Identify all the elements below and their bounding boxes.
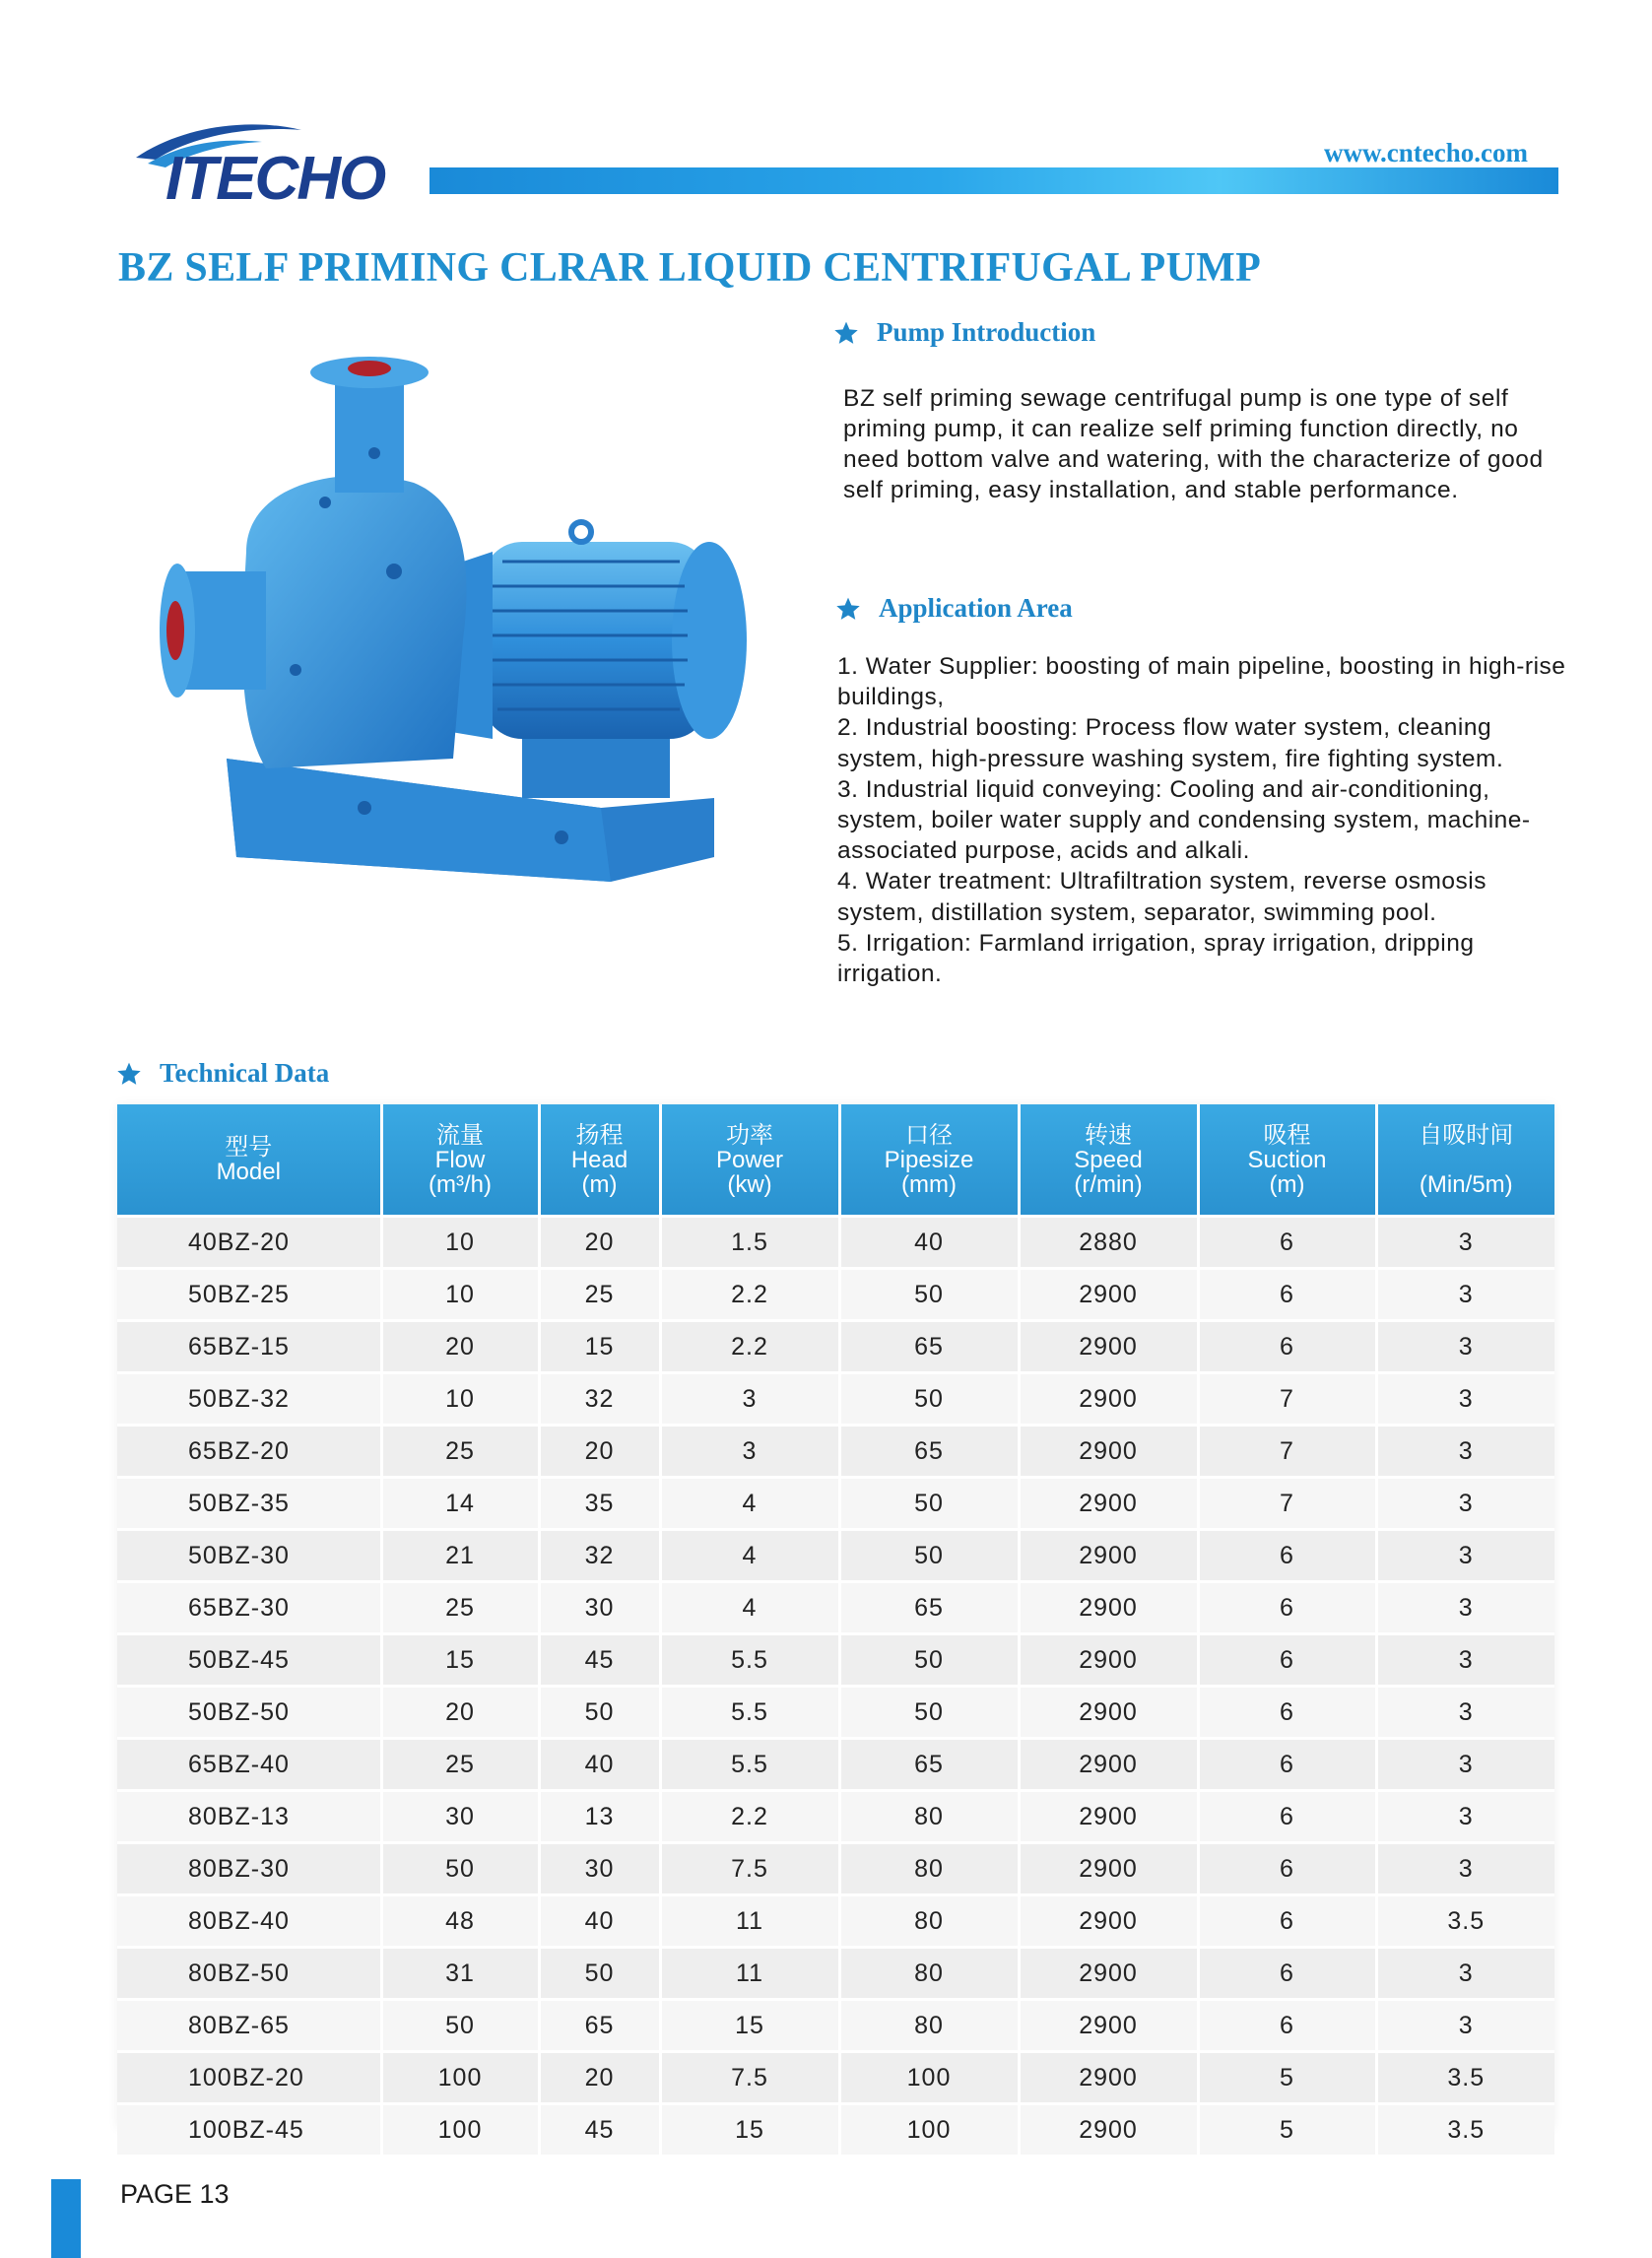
table-row (117, 1791, 1554, 1843)
application-item: 4. Water treatment: Ultrafiltration system, reverse osmosis system, distillation system, separator, swimming pool. (837, 868, 1487, 926)
model-cell: 65BZ-40 (117, 1739, 381, 1791)
table-cell: 50 (381, 2000, 539, 2052)
table-cell: 2900 (1019, 1843, 1198, 1895)
table-cell: 100 (381, 2052, 539, 2104)
table-cell: 15 (660, 2000, 839, 2052)
table-cell: 6 (1198, 1687, 1376, 1739)
table-body (117, 1217, 1554, 2156)
section-heading-text: Application Area (879, 593, 1073, 623)
table-cell: 13 (539, 1791, 660, 1843)
table-cell: 25 (539, 1269, 660, 1321)
column-header (539, 1104, 660, 1217)
intro-paragraph: BZ self priming sewage centrifugal pump is one type of self priming pump, it can realize self priming function directly, no need bottom valve and watering, with the characterize of good self priming, easy installation, and stable performance. (843, 385, 1544, 503)
application-list (837, 651, 1576, 989)
column-header (1198, 1104, 1376, 1217)
model-cell: 100BZ-20 (117, 2052, 381, 2104)
table-row (117, 1426, 1554, 1478)
table-cell: 6 (1198, 1634, 1376, 1687)
table-row (117, 2052, 1554, 2104)
table-cell: 100 (381, 2104, 539, 2156)
table-row (117, 1478, 1554, 1530)
table-cell: 30 (539, 1582, 660, 1634)
table-cell: 50 (539, 1687, 660, 1739)
table-cell: 50 (539, 1948, 660, 2000)
table-cell: 6 (1198, 1948, 1376, 2000)
column-header-en: Head (570, 1146, 628, 1173)
table-cell: 6 (1198, 1217, 1376, 1269)
table-cell: 50 (839, 1530, 1019, 1582)
table-cell: 25 (381, 1739, 539, 1791)
logo-text: ITECHO (165, 145, 385, 207)
table-cell: 65 (839, 1426, 1019, 1478)
table-cell: 20 (381, 1321, 539, 1373)
table-cell: 6 (1198, 2000, 1376, 2052)
model-cell: 50BZ-32 (117, 1373, 381, 1426)
column-header-en: Pipesize (884, 1146, 974, 1173)
table-cell: 2900 (1019, 2052, 1198, 2104)
itecho-logo (126, 116, 422, 207)
model-cell: 50BZ-25 (117, 1269, 381, 1321)
model-cell: 65BZ-20 (117, 1426, 381, 1478)
table-cell: 40 (839, 1217, 1019, 1269)
column-header-cn: 流量 (436, 1121, 484, 1149)
table-cell: 21 (381, 1530, 539, 1582)
table-cell: 5 (1198, 2052, 1376, 2104)
table-cell: 6 (1198, 1843, 1376, 1895)
table-cell: 65 (539, 2000, 660, 2052)
application-item: 1. Water Supplier: boosting of main pipeline, boosting in high-rise buildings, (837, 653, 1566, 711)
table-cell: 6 (1198, 1739, 1376, 1791)
footer-bar (51, 2179, 81, 2258)
table-cell: 7.5 (660, 1843, 839, 1895)
table-cell: 5.5 (660, 1634, 839, 1687)
table-cell: 6 (1198, 1530, 1376, 1582)
table-cell: 50 (381, 1843, 539, 1895)
table-cell: 2900 (1019, 1269, 1198, 1321)
table-cell: 20 (539, 1217, 660, 1269)
table-row (117, 1269, 1554, 1321)
table-cell: 3 (1376, 1269, 1554, 1321)
table-cell: 3 (1376, 1373, 1554, 1426)
model-cell: 40BZ-20 (117, 1217, 381, 1269)
table-cell: 80 (839, 1895, 1019, 1948)
table-row (117, 1373, 1554, 1426)
column-header-unit: (mm) (901, 1170, 957, 1198)
column-header-cn: 自吸时间 (1419, 1121, 1514, 1149)
table-cell: 2900 (1019, 2000, 1198, 2052)
table-cell: 10 (381, 1217, 539, 1269)
table-cell: 2900 (1019, 1321, 1198, 1373)
table-cell: 3 (1376, 1791, 1554, 1843)
column-header (1019, 1104, 1198, 1217)
table-cell: 3 (1376, 1582, 1554, 1634)
table-cell: 3.5 (1376, 2052, 1554, 2104)
site-url: www.cntecho.com (1324, 138, 1528, 167)
column-header-cn: 转速 (1085, 1121, 1132, 1149)
model-cell: 80BZ-65 (117, 2000, 381, 2052)
model-cell: 100BZ-45 (117, 2104, 381, 2156)
application-item: 3. Industrial liquid conveying: Cooling and air-conditioning, system, boiler water supply and condensing system, machine-associated purpose, acids and alkali. (837, 775, 1531, 865)
table-cell: 3 (1376, 1843, 1554, 1895)
table-cell: 31 (381, 1948, 539, 2000)
table-cell: 4 (660, 1478, 839, 1530)
header-bar (430, 167, 1558, 194)
table-cell: 2900 (1019, 1895, 1198, 1948)
model-cell: 50BZ-30 (117, 1530, 381, 1582)
section-heading-text: Pump Introduction (877, 317, 1096, 347)
technical-data-table (117, 1104, 1554, 2144)
table-cell: 2900 (1019, 1739, 1198, 1791)
column-header-en: Flow (434, 1146, 486, 1173)
table-cell: 14 (381, 1478, 539, 1530)
table-cell: 3 (1376, 1478, 1554, 1530)
table-cell: 3 (1376, 1217, 1554, 1269)
table-cell: 2.2 (660, 1269, 839, 1321)
table-cell: 15 (539, 1321, 660, 1373)
application-area-heading (835, 593, 1073, 624)
column-header-unit: (r/min) (1074, 1170, 1143, 1198)
column-header-en: Model (216, 1159, 281, 1185)
table-cell: 32 (539, 1530, 660, 1582)
table-cell: 32 (539, 1373, 660, 1426)
column-header-unit: (Min/5m) (1419, 1170, 1513, 1198)
column-header-unit: (m) (1269, 1170, 1305, 1198)
star-icon (116, 1061, 142, 1087)
table-cell: 11 (660, 1895, 839, 1948)
table-cell: 2900 (1019, 1687, 1198, 1739)
table-cell: 7 (1198, 1478, 1376, 1530)
table-cell: 30 (381, 1791, 539, 1843)
table-cell: 10 (381, 1269, 539, 1321)
column-header-en: Suction (1247, 1146, 1327, 1173)
table-cell: 20 (539, 2052, 660, 2104)
pump-introduction-heading (833, 317, 1095, 348)
table-cell: 2900 (1019, 1948, 1198, 2000)
table-row (117, 1321, 1554, 1373)
column-header-cn: 功率 (726, 1121, 773, 1149)
table-cell: 2.2 (660, 1321, 839, 1373)
table-cell: 3 (1376, 1530, 1554, 1582)
star-icon (835, 596, 861, 622)
table-cell: 7 (1198, 1426, 1376, 1478)
column-header (839, 1104, 1019, 1217)
table-cell: 25 (381, 1582, 539, 1634)
table-cell: 6 (1198, 1582, 1376, 1634)
model-cell: 80BZ-40 (117, 1895, 381, 1948)
table-cell: 40 (539, 1895, 660, 1948)
column-header (1376, 1104, 1554, 1217)
table-cell: 3 (1376, 1321, 1554, 1373)
table-cell: 45 (539, 2104, 660, 2156)
star-icon (833, 320, 859, 346)
table-cell: 5 (1198, 2104, 1376, 2156)
column-header-unit: (m³/h) (429, 1170, 492, 1198)
table-cell: 2900 (1019, 1373, 1198, 1426)
table-row (117, 1948, 1554, 2000)
table-cell: 1.5 (660, 1217, 839, 1269)
model-cell: 65BZ-15 (117, 1321, 381, 1373)
table-cell: 25 (381, 1426, 539, 1478)
table-cell: 65 (839, 1739, 1019, 1791)
table-cell: 3.5 (1376, 2104, 1554, 2156)
table-cell: 20 (381, 1687, 539, 1739)
table-row (117, 1843, 1554, 1895)
table-cell: 6 (1198, 1321, 1376, 1373)
table-cell: 100 (839, 2104, 1019, 2156)
table-cell: 50 (839, 1373, 1019, 1426)
table-row (117, 1217, 1554, 1269)
table-cell: 3 (1376, 1687, 1554, 1739)
table-cell: 80 (839, 2000, 1019, 2052)
table-cell: 3 (1376, 2000, 1554, 2052)
table-cell: 3 (1376, 1948, 1554, 2000)
table-cell: 4 (660, 1582, 839, 1634)
pump-image (148, 345, 798, 936)
table-cell: 2900 (1019, 1582, 1198, 1634)
table-cell: 15 (660, 2104, 839, 2156)
model-cell: 65BZ-30 (117, 1582, 381, 1634)
model-cell: 80BZ-50 (117, 1948, 381, 2000)
table-cell: 3 (1376, 1426, 1554, 1478)
table-cell: 48 (381, 1895, 539, 1948)
table-row (117, 1582, 1554, 1634)
table-cell: 2900 (1019, 1478, 1198, 1530)
table-cell: 45 (539, 1634, 660, 1687)
section-heading-text: Technical Data (160, 1058, 330, 1088)
table-row (117, 1687, 1554, 1739)
model-cell: 50BZ-45 (117, 1634, 381, 1687)
technical-data-heading (116, 1058, 329, 1089)
table-cell: 6 (1198, 1895, 1376, 1948)
table-cell: 3 (660, 1426, 839, 1478)
table-cell: 3 (660, 1373, 839, 1426)
table-cell: 2900 (1019, 1530, 1198, 1582)
column-header-unit: (kw) (727, 1170, 772, 1198)
column-header-cn: 口径 (905, 1121, 953, 1149)
table-cell: 6 (1198, 1791, 1376, 1843)
table-cell: 7 (1198, 1373, 1376, 1426)
table-cell: 40 (539, 1739, 660, 1791)
table-row (117, 1895, 1554, 1948)
table-cell: 30 (539, 1843, 660, 1895)
table-cell: 2900 (1019, 2104, 1198, 2156)
table-cell: 50 (839, 1478, 1019, 1530)
application-item: 5. Irrigation: Farmland irrigation, spray irrigation, dripping irrigation. (837, 929, 1475, 988)
table-cell: 2900 (1019, 1426, 1198, 1478)
table-header-row (117, 1104, 1554, 1217)
page-number: PAGE 13 (120, 2179, 230, 2209)
table-row (117, 1634, 1554, 1687)
table-cell: 80 (839, 1948, 1019, 2000)
column-header-unit: (m) (581, 1170, 618, 1198)
table-cell: 80 (839, 1791, 1019, 1843)
model-cell: 50BZ-35 (117, 1478, 381, 1530)
column-header-cn: 吸程 (1263, 1121, 1311, 1149)
table-cell: 65 (839, 1321, 1019, 1373)
table-cell: 2.2 (660, 1791, 839, 1843)
table-row (117, 1739, 1554, 1791)
column-header-cn: 型号 (225, 1134, 273, 1161)
column-header (381, 1104, 539, 1217)
table-cell: 2900 (1019, 1791, 1198, 1843)
table-cell: 100 (839, 2052, 1019, 2104)
table-cell: 50 (839, 1269, 1019, 1321)
table-cell: 50 (839, 1634, 1019, 1687)
column-header (117, 1104, 381, 1217)
column-header-en: Power (715, 1146, 784, 1173)
table-cell: 35 (539, 1478, 660, 1530)
table-row (117, 1530, 1554, 1582)
table-cell: 10 (381, 1373, 539, 1426)
application-item: 2. Industrial boosting: Process flow water system, cleaning system, high-pressure washing system, fire fighting system. (837, 714, 1504, 772)
table-cell: 6 (1198, 1269, 1376, 1321)
table-cell: 65 (839, 1582, 1019, 1634)
table-row (117, 2104, 1554, 2156)
model-cell: 80BZ-30 (117, 1843, 381, 1895)
table-cell: 5.5 (660, 1739, 839, 1791)
column-header-en: Speed (1074, 1146, 1143, 1173)
table-cell: 15 (381, 1634, 539, 1687)
page-title: BZ SELF PRIMING CLRAR LIQUID CENTRIFUGAL PUMP (118, 245, 1262, 291)
table-cell: 50 (839, 1687, 1019, 1739)
table-cell: 3 (1376, 1739, 1554, 1791)
table-cell: 3.5 (1376, 1895, 1554, 1948)
model-cell: 80BZ-13 (117, 1791, 381, 1843)
table-cell: 2900 (1019, 1634, 1198, 1687)
table-cell: 5.5 (660, 1687, 839, 1739)
table-cell: 20 (539, 1426, 660, 1478)
column-header (660, 1104, 839, 1217)
table-row (117, 2000, 1554, 2052)
table-cell: 4 (660, 1530, 839, 1582)
column-header-cn: 扬程 (575, 1121, 624, 1149)
table-cell: 11 (660, 1948, 839, 2000)
table-cell: 3 (1376, 1634, 1554, 1687)
table-cell: 2880 (1019, 1217, 1198, 1269)
table-cell: 7.5 (660, 2052, 839, 2104)
model-cell: 50BZ-50 (117, 1687, 381, 1739)
table-cell: 80 (839, 1843, 1019, 1895)
